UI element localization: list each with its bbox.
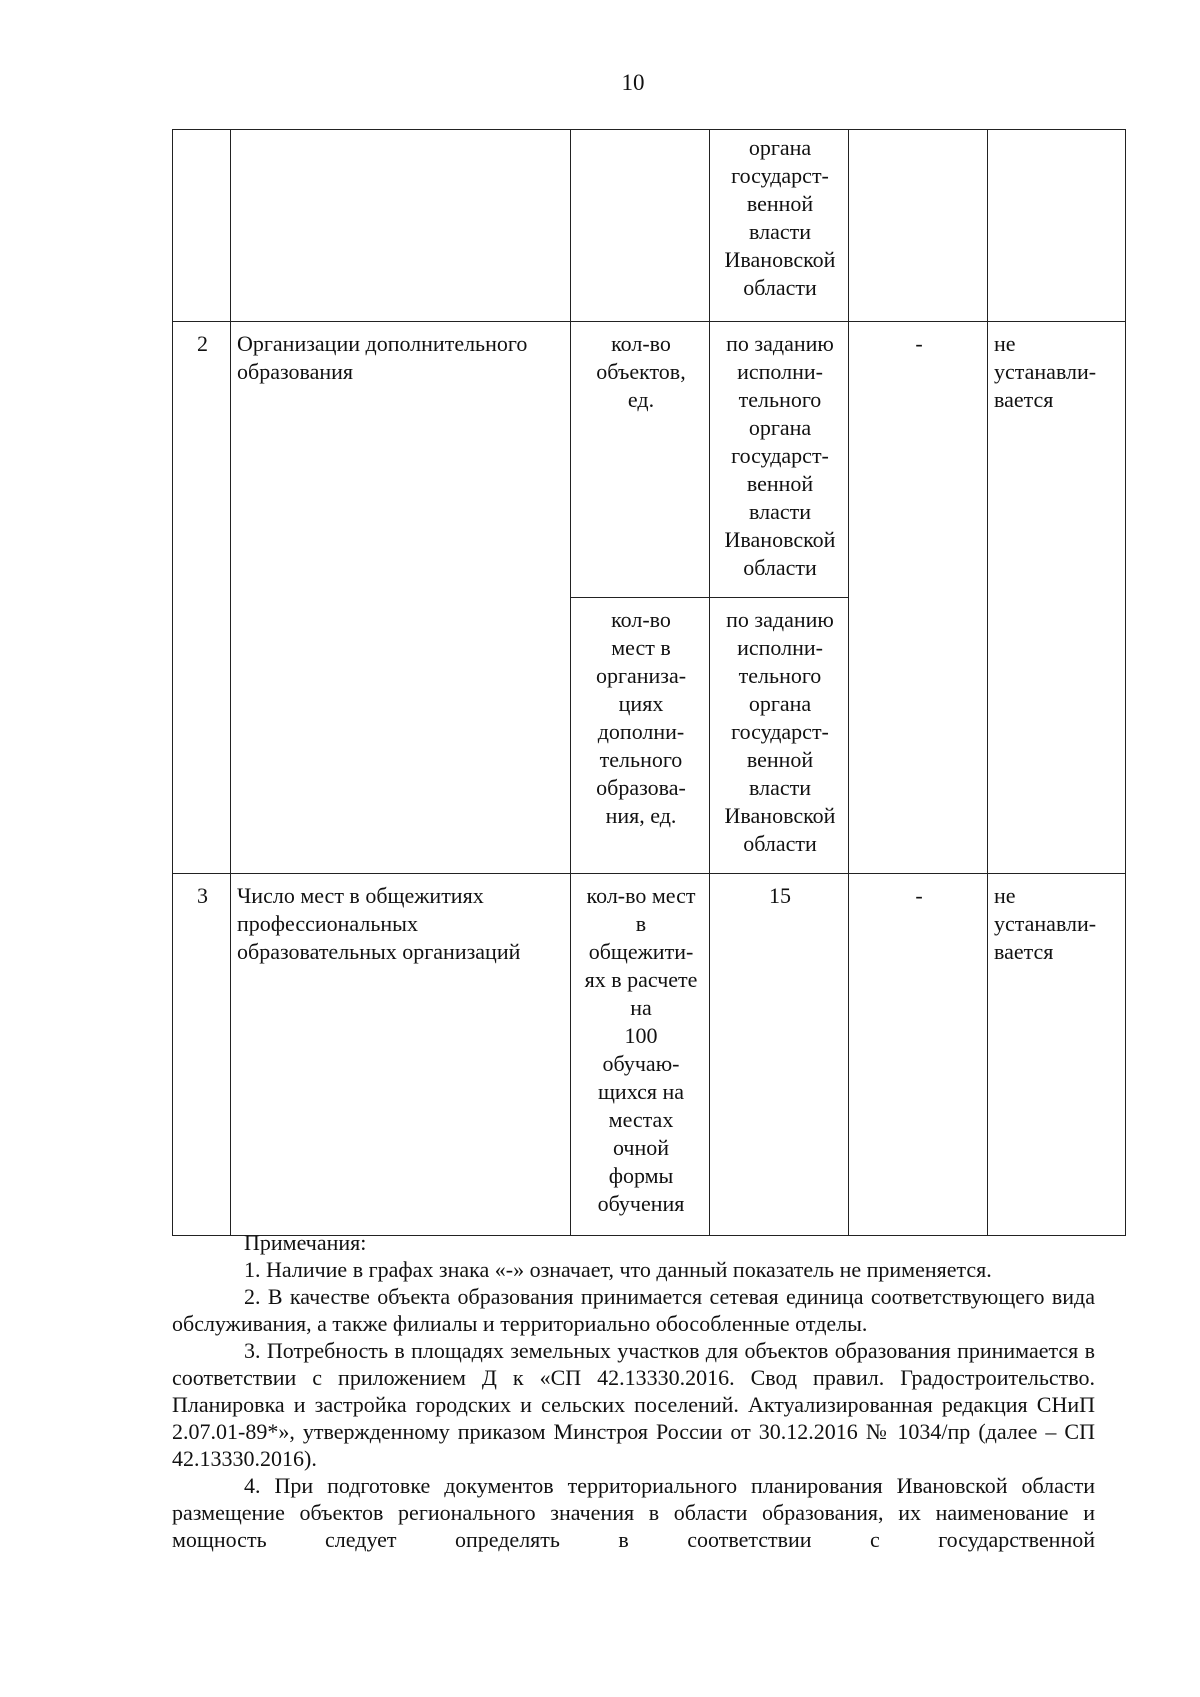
cell-num bbox=[173, 130, 231, 322]
row-unit: кол-во мест в общежити- ях в расчете на 100 обучаю- щихся на местах очной формы обучения bbox=[571, 874, 710, 1236]
row-unit: кол-во объектов, ед. bbox=[571, 322, 710, 598]
cell-col6 bbox=[988, 130, 1126, 322]
row-value: по заданию исполни- тельного органа государст- венной власти Ивановской области bbox=[710, 322, 849, 598]
cell-col5 bbox=[849, 130, 988, 322]
row-value: 15 bbox=[710, 874, 849, 1236]
row-col6: не устанавли- вается bbox=[988, 874, 1126, 1236]
notes-section bbox=[172, 1229, 1095, 1553]
row-name: Число мест в общежитиях профессиональных образовательных организаций bbox=[231, 874, 571, 1236]
note-item: 1. Наличие в графах знака «-» означает, что данный показатель не применяется. bbox=[244, 1257, 992, 1282]
table-row-3 bbox=[173, 874, 1126, 1236]
table-row-2 bbox=[173, 322, 1126, 598]
cell-value: органа государст- венной власти Ивановской области bbox=[710, 130, 849, 322]
row-number: 3 bbox=[173, 874, 231, 1236]
cell-unit bbox=[571, 130, 710, 322]
notes-title: Примечания: bbox=[244, 1230, 367, 1255]
row-unit: кол-во мест в организа- циях дополни- тельного образова- ния, ед. bbox=[571, 598, 710, 874]
row-col5: - bbox=[849, 322, 988, 874]
row-name: Организации дополнительного образования bbox=[231, 322, 571, 874]
row-col6: не устанавли- вается bbox=[988, 322, 1126, 874]
indicators-table bbox=[172, 129, 1126, 1236]
cell-name bbox=[231, 130, 571, 322]
note-item: 4. При подготовке документов территориального планирования Ивановской области размещение объектов регионального значения в области образования, их наименование и мощность следует определять в соответствии с государственной bbox=[172, 1473, 1095, 1552]
page-number: 10 bbox=[621, 70, 645, 95]
note-item: 3. Потребность в площадях земельных участков для объектов образования принимается в соответствии с приложением Д к «СП 42.13330.2016. Свод правил. Градостроительство. Планировка и застройка городских и сельских поселений. Актуализированная редакция СНиП 2.07.01-89*», утвержденному приказом Минстроя России от 30.12.2016 № 1034/пр (далее – СП 42.13330.2016). bbox=[172, 1338, 1095, 1471]
table-row-continuation bbox=[173, 130, 1126, 322]
row-number: 2 bbox=[173, 322, 231, 874]
row-value: по заданию исполни- тельного органа государст- венной власти Ивановской области bbox=[710, 598, 849, 874]
row-col5: - bbox=[849, 874, 988, 1236]
note-item: 2. В качестве объекта образования принимается сетевая единица соответствующего вида обслуживания, а также филиалы и территориально обособленные отделы. bbox=[172, 1284, 1095, 1336]
